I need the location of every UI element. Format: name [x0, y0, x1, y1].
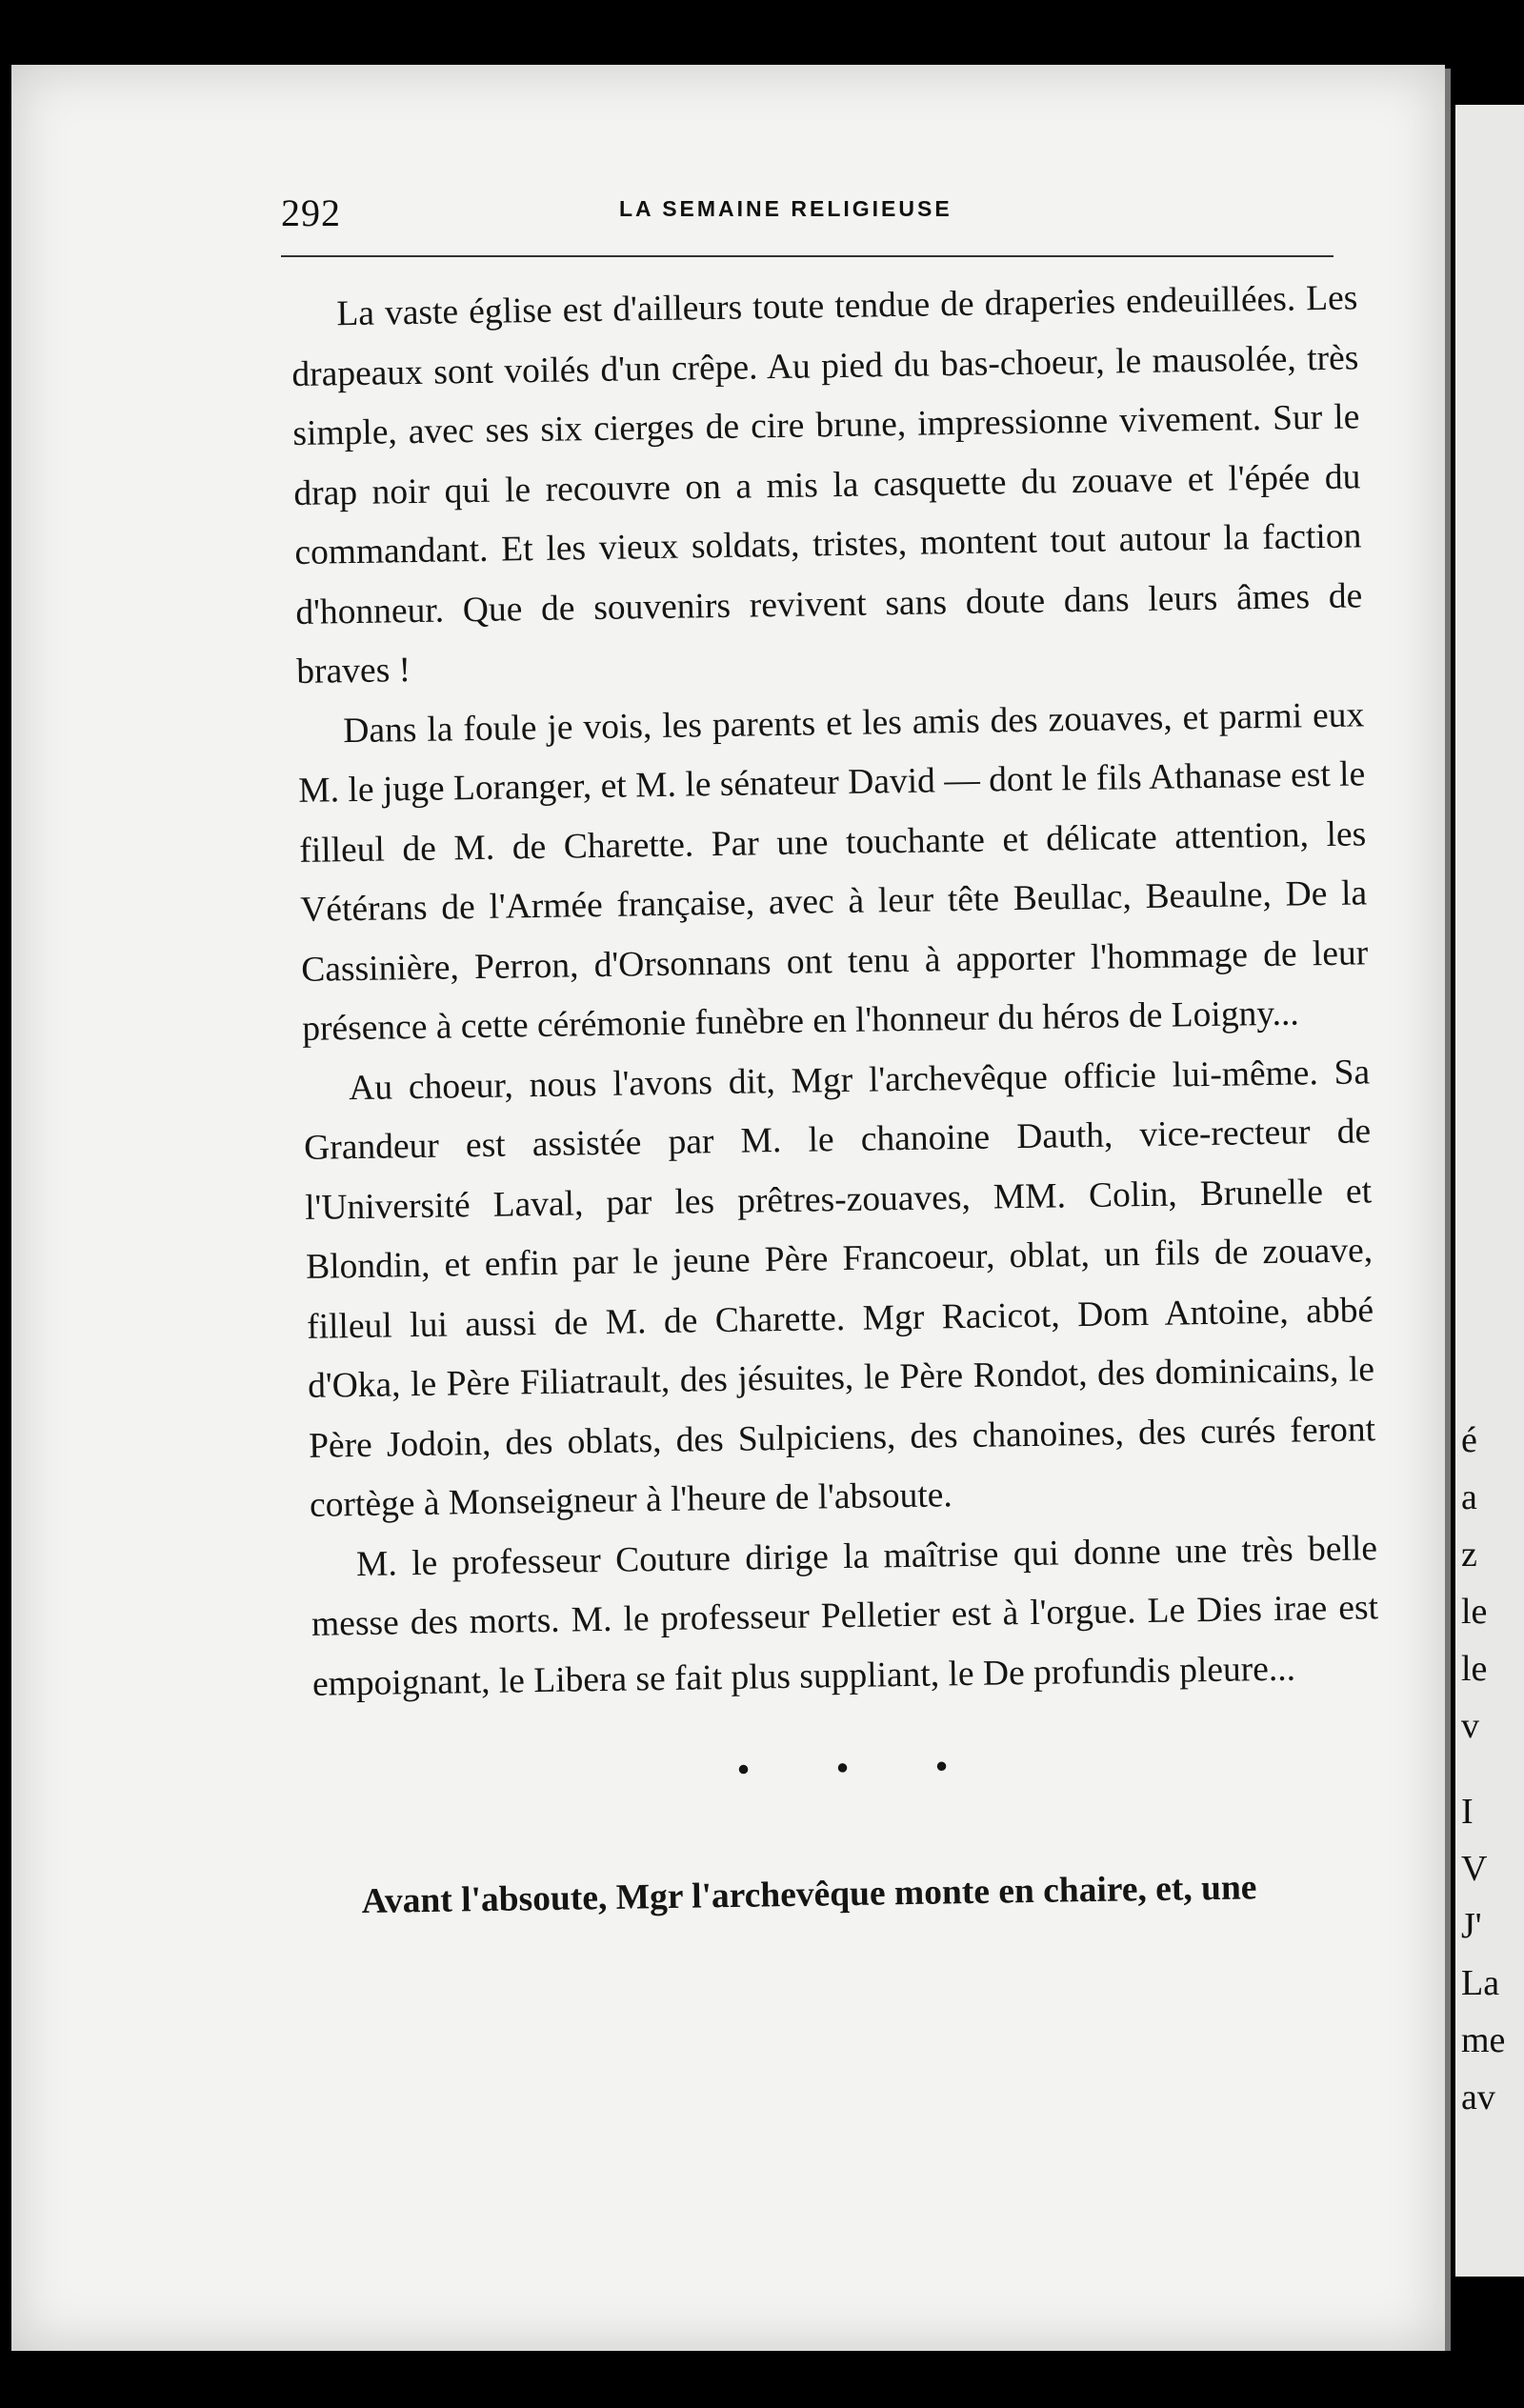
facing-page-text: av [1461, 2077, 1495, 2117]
paragraph: La vaste église est d'ailleurs toute tendue de draperies endeuillées. Les drapeaux sont voilés d'un crêpe. Au pied du bas-choeur, le mausolée, très simple, avec ses six cierges de cire brune, impressionne vivement. Sur le drap noir qui le recouvre on a mis la casquette du zouave et l'épée du commandant. Et les vieux soldats, tristes, montent tout autour la faction d'honneur. Que de souvenirs revivent sans doute dans leurs âmes de braves ! [291, 278, 1363, 692]
facing-page-text: é [1461, 1420, 1477, 1460]
paragraph: Avant l'absoute, Mgr l'archevêque monte en chaire, et, une [361, 1867, 1257, 1921]
section-separator: • • • [736, 1743, 987, 1791]
running-head: LA SEMAINE RELIGIEUSE [619, 196, 952, 221]
page-number: 292 [281, 191, 341, 234]
facing-page-fragment [1455, 105, 1524, 2277]
paragraph: Dans la foule je vois, les parents et les amis des zouaves, et parmi eux M. le juge Loranger, et M. le sénateur David — dont le fils Athanase est le filleul de M. de Charette. Par une touchante et délicate attention, les Vétérans de l'Armée française, avec à leur tête Beullac, Beaulne, De la Cassinière, Perron, d'Orsonnans ont tenu à apporter l'hommage de leur présence à cette cérémonie funèbre en l'honneur du héros de Loigny... [298, 694, 1369, 1049]
facing-page-text: me [1461, 2020, 1506, 2060]
facing-page-text: le [1461, 1649, 1488, 1689]
facing-page-text: J' [1461, 1906, 1482, 1946]
facing-page-text: I [1461, 1792, 1474, 1832]
paragraph: Au choeur, nous l'avons dit, Mgr l'archevêque officie lui-même. Sa Grandeur est assistée par M. le chanoine Dauth, vice-recteur de l'Université Laval, par les prêtres-zouaves, MM. Colin, Brunelle et Blondin, et enfin par le jeune Père Francoeur, oblat, un fils de zouave, filleul lui aussi de M. de Charette. Mgr Racicot, Dom Antoine, abbé d'Oka, le Père Filiatrault, des jésuites, le Père Rondot, des dominicains, le Père Jodoin, des oblats, des Sulpiciens, des chanoines, des curés feront cortège à Monseigneur à l'heure de l'absoute. [303, 1052, 1376, 1525]
header-rule [281, 255, 1334, 257]
facing-page-text: V [1461, 1849, 1488, 1889]
facing-page-text: v [1461, 1706, 1479, 1746]
facing-page-text: z [1461, 1535, 1477, 1575]
facing-page-text: La [1461, 1963, 1500, 2003]
paragraph: M. le professeur Couture dirige la maîtrise qui donne une très belle messe des morts. M. le professeur Pelletier est à l'orgue. Le Dies irae est empoignant, le Libera se fait plus suppliant, le De profundis pleure... [311, 1528, 1379, 1704]
page-header [281, 191, 1338, 248]
body-text [291, 269, 1383, 1932]
facing-page-text: a [1461, 1477, 1477, 1517]
facing-page-text: le [1461, 1592, 1488, 1632]
page-edge [1445, 69, 1451, 2351]
